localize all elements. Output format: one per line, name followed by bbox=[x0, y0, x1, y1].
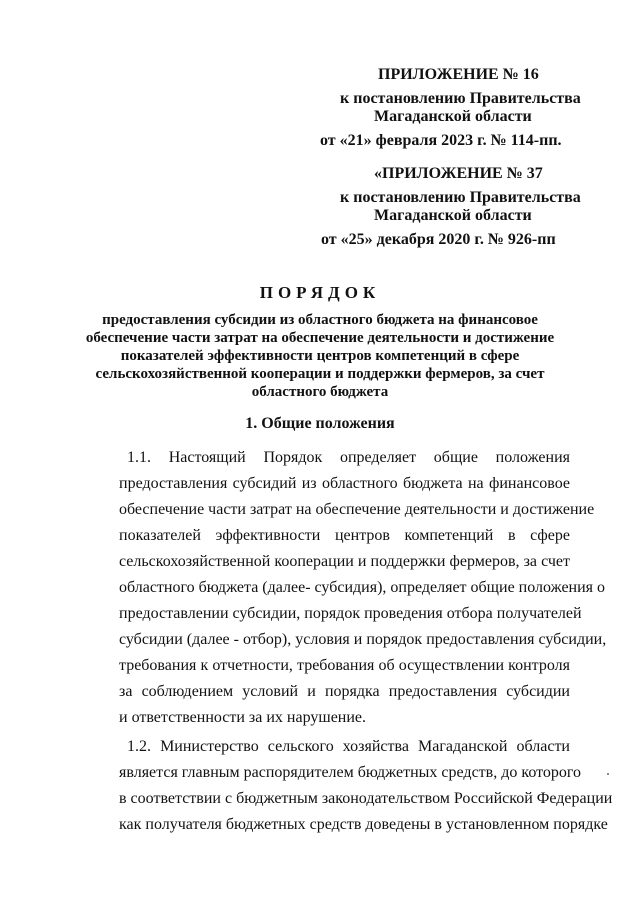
body-line: обеспечение части затрат на обеспечение деятельности и достижение bbox=[119, 501, 595, 518]
body-line: показателей эффективности центров компетенций в сфере bbox=[119, 527, 570, 544]
body-line-paragraph-1-2: 1.2. Министерство сельского хозяйства Магаданской области bbox=[127, 738, 570, 755]
original-annex-number: «ПРИЛОЖЕНИЕ № 37 bbox=[374, 165, 543, 182]
section-heading: 1. Общие положения bbox=[245, 415, 395, 432]
body-line-paragraph-1-1: 1.1. Настоящий Порядок определяет общие положения bbox=[127, 449, 570, 466]
annex-number: ПРИЛОЖЕНИЕ № 16 bbox=[378, 66, 539, 83]
original-annex-region: Магаданской области bbox=[374, 207, 532, 224]
document-title: ПОРЯДОК bbox=[259, 283, 381, 302]
body-line: сельскохозяйственной кооперации и поддержки фермеров, за счет bbox=[119, 553, 570, 570]
original-annex-resolution-ref: к постановлению Правительства bbox=[340, 189, 581, 206]
document-subtitle bbox=[0, 311, 640, 401]
body-line: за соблюдением условий и порядка предоставления субсидии bbox=[119, 683, 570, 700]
body-line: в соответствии с бюджетным законодательством Российской Федерации bbox=[119, 790, 613, 807]
scan-dot bbox=[607, 773, 609, 775]
subtitle-line: предоставления субсидии из областного бюджета на финансовое bbox=[102, 312, 538, 328]
annex-date: от «21» февраля 2023 г. № 114-пп. bbox=[320, 132, 562, 149]
subtitle-line: областного бюджета bbox=[251, 384, 389, 400]
body-line: предоставлении субсидии, порядок проведения отбора получателей bbox=[119, 605, 582, 622]
original-annex-date: от «25» декабря 2020 г. № 926-пп bbox=[321, 231, 556, 248]
subtitle-line: показателей эффективности центров компетенций в сфере bbox=[120, 348, 520, 364]
body-line: субсидии (далее - отбор), условия и порядок предоставления субсидии, bbox=[119, 631, 607, 648]
body-line: предоставления субсидий из областного бюджета на финансовое bbox=[119, 475, 570, 492]
subtitle-line: сельскохозяйственной кооперации и поддержки фермеров, за счет bbox=[95, 366, 545, 382]
body-line: как получателя бюджетных средств доведены в установленном порядке bbox=[119, 816, 608, 833]
subtitle-line: обеспечение части затрат на обеспечение деятельности и достижение bbox=[85, 330, 555, 346]
body-line: областного бюджета (далее- субсидия), определяет общие положения о bbox=[119, 579, 606, 596]
body-line: требования к отчетности, требования об осуществлении контроля bbox=[119, 657, 570, 674]
body-line: и ответственности за их нарушение. bbox=[119, 709, 367, 726]
annex-resolution-ref: к постановлению Правительства bbox=[340, 90, 581, 107]
body-line: является главным распорядителем бюджетных средств, до которого bbox=[119, 764, 582, 781]
annex-region: Магаданской области bbox=[374, 108, 532, 125]
